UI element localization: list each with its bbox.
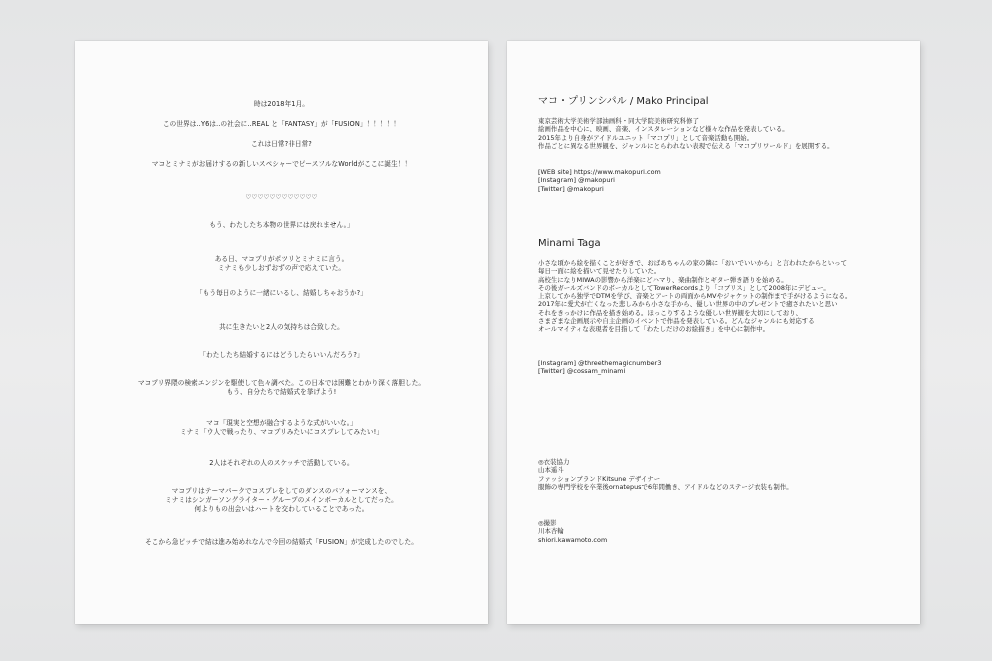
mako-heading: マコ・プリンシパル / Mako Principal xyxy=(538,96,709,107)
paragraph-agree: 共に生きたいと2人の気持ちは合致した。 xyxy=(219,323,344,331)
hearts-decoration: ♡♡♡♡♡♡♡♡♡♡♡♡ xyxy=(245,193,318,201)
paragraph-how: 「わたしたち結婚するにはどうしたらいいんだろう?」 xyxy=(199,351,364,359)
intro-line: 時は2018年1月。 xyxy=(254,100,309,108)
paragraph-marry: 「もう毎日のように一緒にいるし、結婚しちゃおうか?」 xyxy=(196,289,367,297)
paragraph-proposal: ある日、マコプリがポツリとミナミに言う。 ミナミも少しおずおずの声で応えていた。 xyxy=(214,255,349,272)
photo-credit: ◎撮影 川本杏輪 shiori.kawamoto.com xyxy=(538,519,608,544)
paragraph-activity: 2人はそれぞれの人のスケッチで活動している。 xyxy=(209,459,354,467)
mako-bio: 東京芸術大学美術学部油画科・同大学院美術研究科修了 絵画作品を中心に、映画、音楽、インスタレーションなど様々な作品を発表している。 2015年より自身がアイドルユニット「マコプリ」として音楽活動も開始。 作品ごとに異なる世界観を、ジャンルにとらわれない表現で伝える「マコプリワールド」を展開する。 xyxy=(538,117,834,150)
minami-heading: Minami Taga xyxy=(538,238,601,249)
paragraph-closing: そこから急ピッチで結は進み始めれなんで今回の結婚式「FUSION」が完成したのでした。 xyxy=(145,538,418,546)
paragraph-performance: マコプリはテーマパークでコスプレをしてのダンスのパフォーマンスを、 ミナミはシンガーソングライター・グループのメインボーカルとしてだった。 何よりもの出会いはハートを交わしていることであった。 xyxy=(165,487,398,513)
paragraph-dialogue: マコ「現実と空想が融合するような式がいいな。」 ミナミ「ウ人で戦ったり、マコプリみたいにコスプレしてみたい!」 xyxy=(179,419,384,436)
fusion-line: この世界は‥Y6は‥の社会に‥REAL と「FANTASY」が「FUSION」！！！！！ xyxy=(162,120,401,128)
left-paper-sheet xyxy=(75,41,488,624)
minami-bio: 小さな頃から絵を描くことが好きで、おばあちゃんの家の隣に「おいでいいから」と言われたからといって 毎日一面に絵を描いて見せたりしていた。 高校生になりMIWAの影響から洋楽にどハマり、楽曲制作とギター弾き語りを始める。 その後ガールズバンドのボーカルとしてTowerRecordsより「コブリス」として2008年にデビュー。 上京してから独学でDTMを学び、音楽とアートの両面からMVやジャケットの制作まで手がけるようになる。 2017年に愛犬が亡くなった悲しみから小さな手から、優しい世界の中のプレゼントで癒されたいと思い それをきっかけに作品を描き始める。ほっこりするような優しい世界観を大切にしており、 さまざまな企画展示や自主企画のイベントで作品を発表している。どんなジャンルにも対応する オールマイティな表現者を目指して「わたしだけのお絵描き」を中心に制作中。 xyxy=(538,259,852,334)
mako-links: [WEB site] https://www.makopuri.com [Instagram] @makopuri [Twitter] @makopuri xyxy=(538,168,661,193)
paragraph-return: もう、わたしたち本物の世界には戻れません。」 xyxy=(209,221,354,229)
right-paper-sheet xyxy=(507,41,920,624)
question-line: これは日常?非日常? xyxy=(251,140,312,148)
costume-credit: ◎衣装協力 山本遥斗 ファッションブランドKitsune デザイナー 服飾の専門学校を卒業後ornatepusで6年間働き、アイドルなどのステージ衣装も制作。 xyxy=(538,458,793,491)
minami-links: [Instagram] @threethemagicnumber3 [Twitter] @cossam_minami xyxy=(538,359,662,376)
announcement-line: マコとミナミがお届けするの新しいスペシャーでピースフルなWorldがここに誕生！！ xyxy=(151,160,412,168)
paragraph-search: マコプリ界隈の検索エンジンを駆使して色々調べた。この日本では困難とわかり深く落胆した。 もう、自分たちで結婚式を挙げよう! xyxy=(137,379,426,396)
